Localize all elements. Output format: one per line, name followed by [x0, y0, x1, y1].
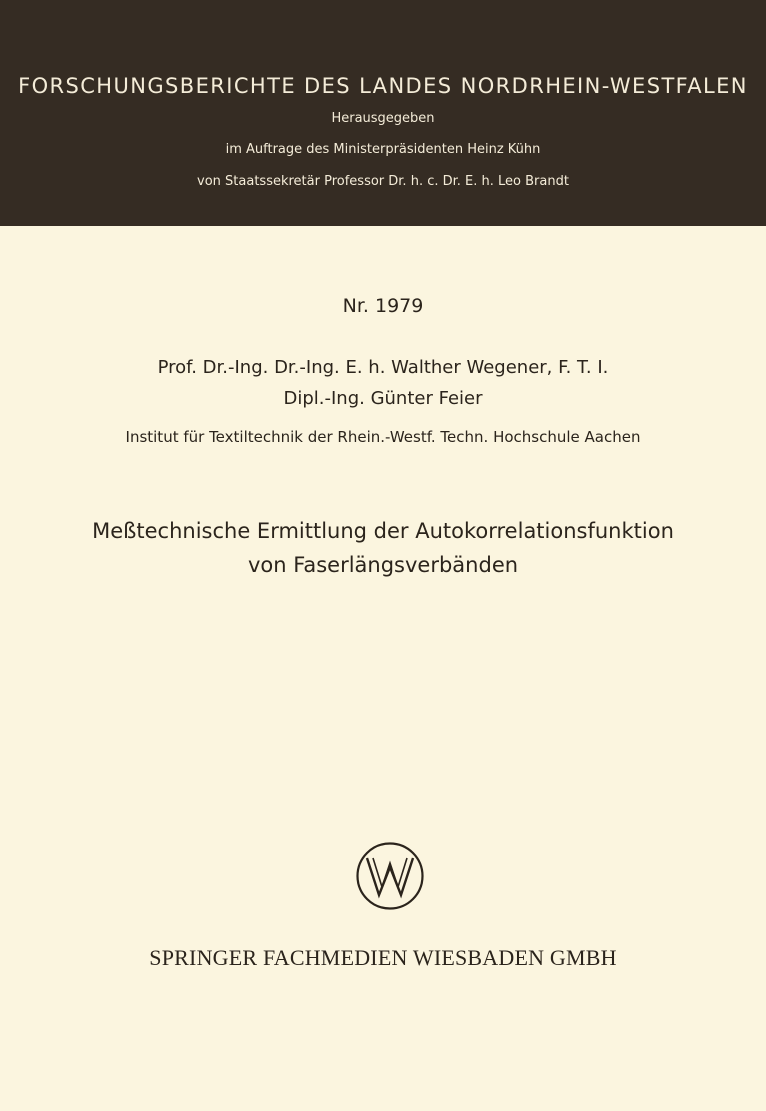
- editor-line-commission: im Auftrage des Ministerpräsidenten Heinz Kühn: [225, 142, 541, 157]
- book-title-line-1: Meßtechnische Ermittlung der Autokorrelationsfunktion: [92, 519, 674, 543]
- author-secondary: Dipl.-Ing. Günter Feier: [283, 388, 483, 409]
- editor-line-editor: von Staatssekretär Professor Dr. h. c. Dr. E. h. Leo Brandt: [197, 174, 569, 189]
- book-title-line-2: von Faserlängsverbänden: [247, 553, 519, 577]
- series-title: FORSCHUNGSBERICHTE DES LANDES NORDRHEIN-WESTFALEN: [18, 74, 748, 98]
- editor-line-published: Herausgegeben: [331, 111, 435, 126]
- series-header: [0, 0, 766, 226]
- report-number: Nr. 1979: [342, 295, 424, 317]
- institute: Institut für Textiltechnik der Rhein.-Westf. Techn. Hochschule Aachen: [125, 428, 641, 446]
- book-title: [0, 514, 766, 582]
- springer-vs-logo-icon: [355, 841, 425, 911]
- publisher-name: SPRINGER FACHMEDIEN WIESBADEN GMBH: [149, 945, 617, 970]
- author-primary: Prof. Dr.-Ing. Dr.-Ing. E. h. Walther Wegener, F. T. I.: [157, 357, 609, 378]
